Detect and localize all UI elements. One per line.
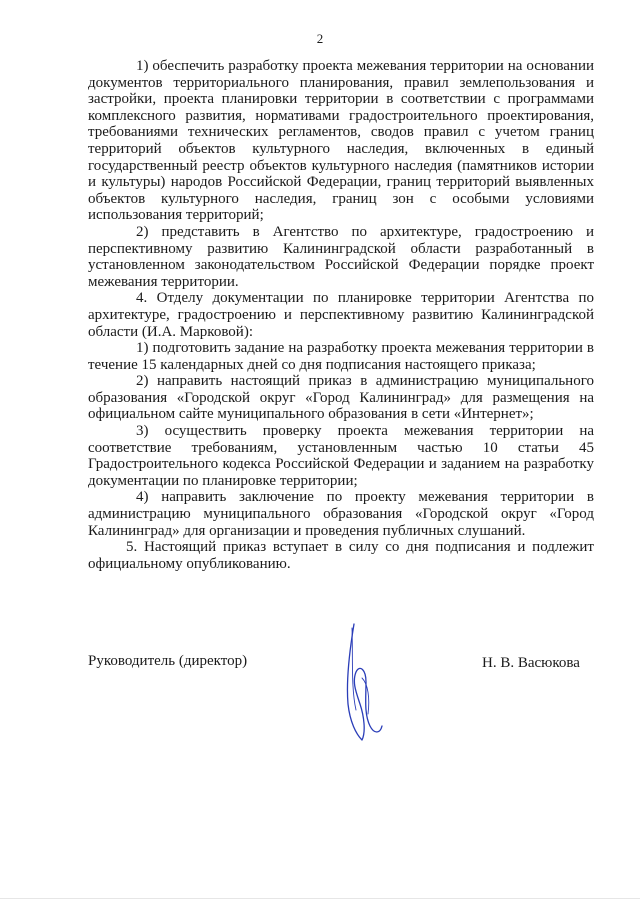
paragraph-section-5: 5. Настоящий приказ вступает в силу со дня подписания и подлежит официальному опубликованию. <box>88 539 594 572</box>
signatory-role: Руководитель (директор) <box>88 653 248 669</box>
page-bottom-edge <box>0 898 640 899</box>
paragraph-item-1: 1) обеспечить разработку проекта межевания территории на основании документов территориального планирования, правил землепользования и застройки, проекта планировки территории в соответствии с программами комплексного развития, нормативами градостроительного проектирования, требованиями технических регламентов, сводов правил с учетом границ территорий объектов культурного наследия, включенных в единый государственный реестр объектов культурного наследия (памятников истории и культуры) народов Российской Федерации, границ территорий выявленных объектов культурного наследия, границ зон с особыми условиями использования территорий; <box>88 58 594 224</box>
paragraph-item-2: 2) представить в Агентство по архитектуре, градостроению и перспективному развитию Калининградской области разработанный в установленном законодательством Российской Федерации порядке проект межевания территории. <box>88 223 594 290</box>
signatory-name: Н. В. Васюкова <box>482 655 580 671</box>
handwritten-signature <box>326 618 396 748</box>
page-number: 2 <box>316 31 324 46</box>
paragraph-subitem-2: 2) направить настоящий приказ в администрацию муниципального образования «Городской округ «Город Калининград» для размещения на официальном сайте муниципального образования в сети «Интернет»; <box>88 373 594 423</box>
paragraph-subitem-3: 3) осуществить проверку проекта межевания территории на соответствие требованиям, установленным частью 10 статьи 45 Градостроительного кодекса Российской Федерации и заданием на разработку документации по планировке территории; <box>88 423 594 489</box>
paragraph-subitem-1: 1) подготовить задание на разработку проекта межевания территории в течение 15 календарных дней со дня подписания настоящего приказа; <box>88 340 594 373</box>
paragraph-section-4: 4. Отделу документации по планировке территории Агентства по архитектуре, градостроению и перспективному развитию Калининградской области (И.А. Марковой): <box>88 290 594 340</box>
document-body <box>88 58 594 572</box>
paragraph-subitem-4: 4) направить заключение по проекту межевания территории в администрацию муниципального образования «Городской округ «Город Калининград» для организации и проведения публичных слушаний. <box>88 489 594 539</box>
